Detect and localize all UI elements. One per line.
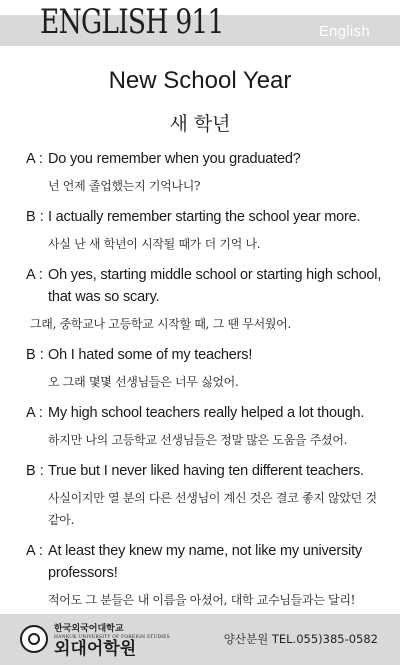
english-line (26, 206, 386, 228)
korean-translation: 적어도 그 분들은 내 이름을 아셨어, 대학 교수님들과는 달리! (48, 593, 356, 607)
dialogue-turn (26, 206, 386, 255)
dialogue-turn (26, 264, 386, 335)
brand-logo: ENGLISH 911 (40, 2, 224, 42)
school-emblem-icon (20, 625, 48, 653)
dialogue (26, 148, 386, 620)
dialogue-turn (26, 540, 386, 611)
english-text: At least they knew my name, not like my university professors! (48, 543, 362, 581)
korean-translation: 넌 언제 졸업했는지 기억나니? (48, 179, 201, 193)
english-text: I actually remember starting the school year more. (48, 209, 361, 225)
english-line (26, 460, 386, 482)
footer (0, 614, 400, 665)
header (0, 0, 400, 46)
english-text: Oh I hated some of my teachers! (48, 347, 253, 363)
speaker-label: B : (26, 347, 44, 363)
dialogue-turn (26, 344, 386, 393)
korean-translation: 사실이지만 열 분의 다른 선생님이 계신 것은 결코 좋지 않았던 것 같아. (48, 491, 377, 527)
korean-translation: 그래, 중학교나 고등학교 시작할 때, 그 땐 무서웠어. (30, 317, 291, 331)
lesson-title: New School Year (108, 67, 292, 94)
english-text: Do you remember when you graduated? (48, 151, 301, 167)
korean-translation: 하지만 나의 고등학교 선생님들은 정말 많은 도움을 주셨어. (48, 433, 348, 447)
korean-translation: 오 그래 몇몇 선생님들은 너무 싫었어. (48, 375, 239, 389)
english-line (26, 344, 386, 366)
english-text: My high school teachers really helped a lot though. (48, 405, 365, 421)
english-line (26, 540, 386, 584)
school-name-main: 외대어학원 (54, 639, 137, 659)
english-line (26, 402, 386, 424)
dialogue-turn (26, 148, 386, 197)
speaker-label: B : (26, 463, 44, 479)
english-line (26, 148, 386, 170)
speaker-label: A : (26, 151, 43, 167)
english-text: Oh yes, starting middle school or starting high school, that was so scary. (48, 267, 382, 305)
school-name-top: 한국외국어대학교 (54, 624, 124, 634)
korean-translation: 사실 난 새 학년이 시작될 때가 더 기억 나. (48, 237, 261, 251)
school-name-english: HANKUK UNIVERSITY OF FOREIGN STUDIES (54, 635, 170, 640)
speaker-label: B : (26, 209, 44, 225)
lesson-subtitle: 새 학년 (169, 113, 231, 135)
english-text: True but I never liked having ten different teachers. (48, 463, 364, 479)
speaker-label: A : (26, 405, 43, 421)
speaker-label: A : (26, 267, 43, 283)
language-tag: English (318, 23, 370, 40)
contact-info: 양산분원 TEL.055)385-0582 (223, 632, 378, 646)
english-line (26, 264, 386, 308)
dialogue-turn (26, 460, 386, 531)
speaker-label: A : (26, 543, 43, 559)
dialogue-turn (26, 402, 386, 451)
